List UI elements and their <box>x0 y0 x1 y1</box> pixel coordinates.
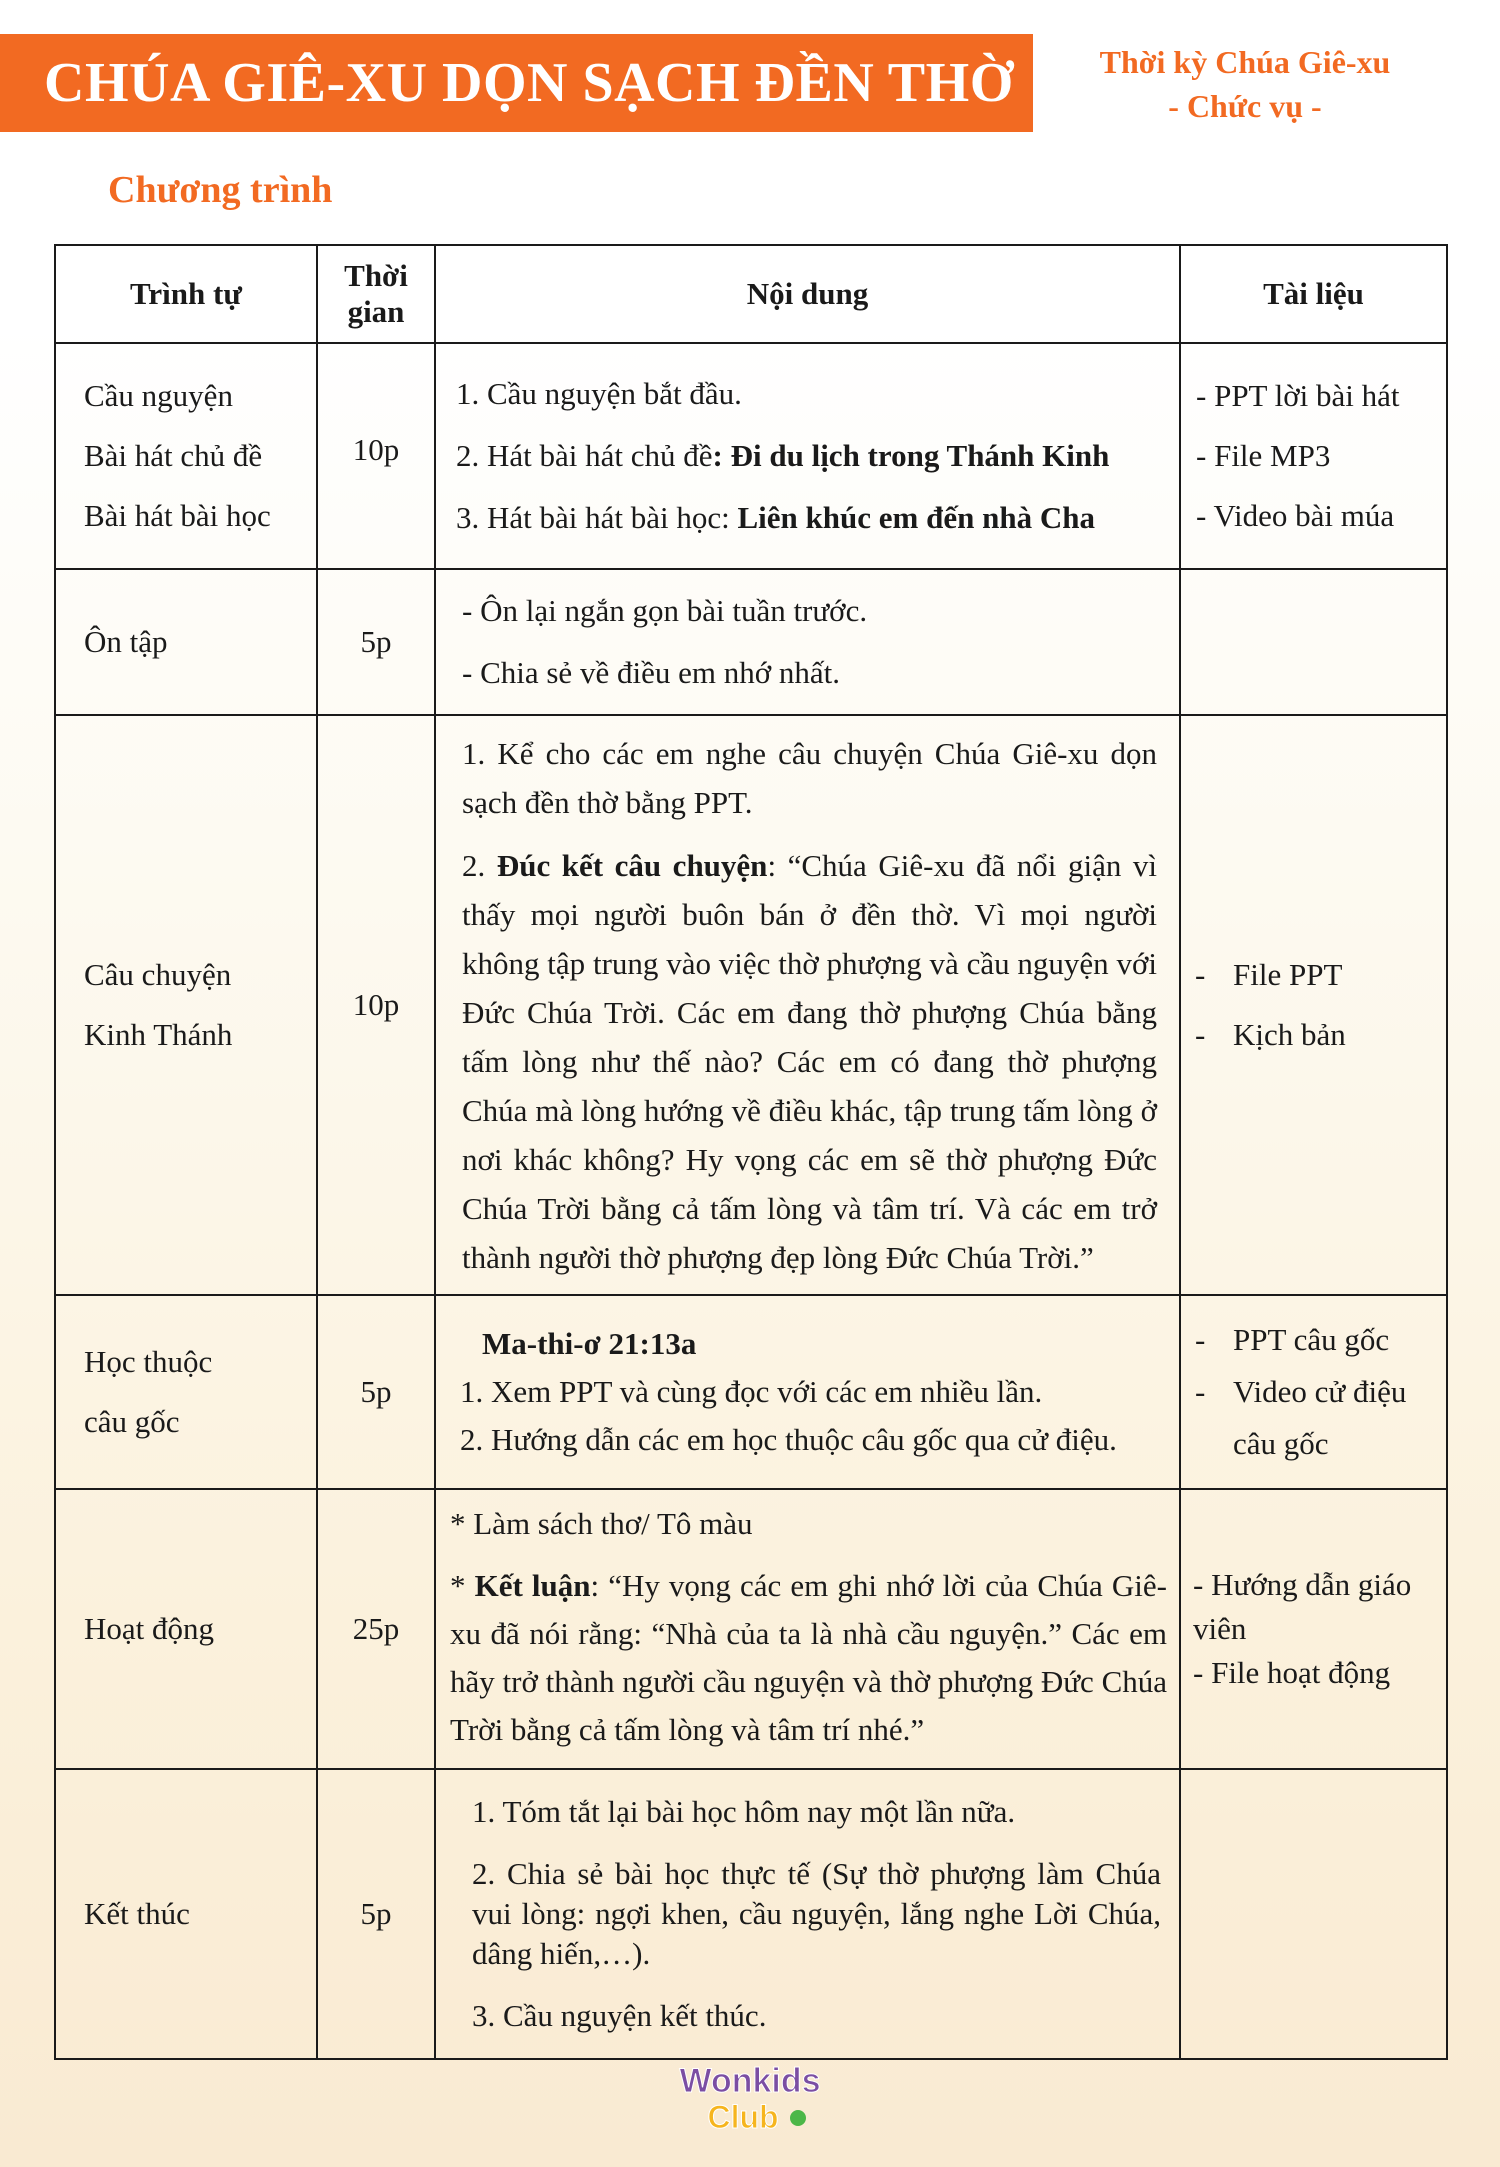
content-text: 2. <box>462 847 497 883</box>
header-time <box>317 245 435 343</box>
table-row <box>55 1295 1447 1489</box>
header-step: Trình tự <box>55 245 317 343</box>
logo-text-line-2: Club <box>707 2099 779 2135</box>
bible-verse: Ma-thi-ơ 21:13a <box>482 1326 697 1361</box>
content-line <box>456 425 1157 487</box>
step-text: Cầu nguyện <box>84 378 233 413</box>
time-cell <box>317 1489 435 1769</box>
materials-cell <box>1180 343 1447 569</box>
table-row <box>55 569 1447 715</box>
page-title: CHÚA GIÊ-XU DỌN SẠCH ĐỀN THỜ <box>0 34 1033 132</box>
program-table <box>54 244 1448 2060</box>
step-text: Bài hát chủ đề <box>84 438 263 473</box>
content-line: * Làm sách thơ/ Tô màu <box>450 1506 753 1541</box>
lesson-song-title: Liên khúc em đến nhà Cha <box>737 500 1095 535</box>
time-text: 5p <box>360 1895 392 1931</box>
theme-song-title: : Đi du lịch trong Thánh Kinh <box>712 438 1110 473</box>
step-text: Kết thúc <box>84 1895 190 1931</box>
step-cell <box>55 343 317 569</box>
material-item: - PPT câu gốc <box>1195 1314 1446 1366</box>
content-line: 1. Xem PPT và cùng đọc với các em nhiều lần. <box>460 1374 1043 1409</box>
period-line-1: Thời kỳ Chúa Giê-xu <box>1099 44 1391 80</box>
content-line: 1. Tóm tắt lại bài học hôm nay một lần nữa. <box>472 1794 1016 1829</box>
table-row <box>55 343 1447 569</box>
time-cell <box>317 1769 435 2059</box>
material-text: Kịch bản <box>1233 1017 1346 1052</box>
logo-text-line-1: Wonkids <box>679 2062 821 2100</box>
step-text: câu gốc <box>84 1404 180 1439</box>
material-text: File PPT <box>1233 957 1343 992</box>
period-label <box>1075 40 1415 128</box>
header-time-line-2: gian <box>347 294 405 329</box>
step-text: Ôn tập <box>84 623 168 659</box>
summary-text: : “Chúa Giê-xu đã nổi giận vì thấy mọi người buôn bán ở đền thờ. Vì mọi người không tập trung vào việc thờ phượng và cầu nguyện với Đức Chúa Trời. Các em đang thờ phượng Chúa bằng tấm lòng như thế nào? Các em có đang thờ phượng Chúa mà lòng hướng về điều khác, tập trung tấm lòng ở nơi khác không? Hy vọng các em sẽ thờ phượng Đức Chúa Trời bằng cả tấm lòng và tâm trí. Và các em trở thành người thờ phượng đẹp lòng Đức Chúa Trời.” <box>462 847 1158 1275</box>
step-cell <box>55 1769 317 2059</box>
period-line-2: - Chức vụ - <box>1168 88 1322 124</box>
material-item: - Kịch bản <box>1195 1005 1446 1065</box>
time-text: 10p <box>352 986 400 1022</box>
step-text: Câu chuyện <box>84 957 232 992</box>
step-cell <box>55 569 317 715</box>
content-line <box>456 487 1157 549</box>
step-text: Bài hát bài học <box>84 498 271 533</box>
content-cell <box>435 1769 1180 2059</box>
materials-cell <box>1180 1489 1447 1769</box>
content-cell <box>435 715 1180 1295</box>
material-item: - File PPT <box>1195 945 1446 1005</box>
time-text: 10p <box>352 432 400 467</box>
material-text: PPT câu gốc <box>1233 1322 1390 1357</box>
time-text: 25p <box>352 1610 400 1646</box>
section-title: Chương trình <box>108 169 333 211</box>
wonkids-club-logo <box>673 2056 827 2138</box>
materials-cell <box>1180 1769 1447 2059</box>
header-content: Nội dung <box>435 245 1180 343</box>
table-row <box>55 1489 1447 1769</box>
table-row <box>55 715 1447 1295</box>
content-cell <box>435 569 1180 715</box>
step-cell <box>55 1489 317 1769</box>
material-item: - File hoạt động <box>1193 1655 1391 1690</box>
content-text: 3. Hát bài hát bài học: <box>456 500 738 535</box>
material-item: - Hướng dẫn giáo viên <box>1193 1567 1412 1646</box>
time-cell <box>317 343 435 569</box>
content-cell <box>435 343 1180 569</box>
materials-cell <box>1180 569 1447 715</box>
time-cell <box>317 1295 435 1489</box>
material-item: - Video bài múa <box>1196 498 1395 533</box>
content-line: 2. Hướng dẫn các em học thuộc câu gốc qua cử điệu. <box>460 1422 1117 1457</box>
content-paragraph <box>450 1562 1167 1754</box>
materials-cell <box>1180 715 1447 1295</box>
conclusion-label: Kết luận <box>474 1568 591 1603</box>
content-paragraph: 1. Kể cho các em nghe câu chuyện Chúa Giê-xu dọn sạch đền thờ bằng PPT. <box>462 735 1157 820</box>
material-item: - Video cử điệu câu gốc <box>1195 1366 1446 1470</box>
summary-label: Đúc kết câu chuyện <box>496 847 768 883</box>
time-cell <box>317 569 435 715</box>
material-item: - File MP3 <box>1196 438 1331 473</box>
step-text: Hoạt động <box>84 1610 215 1646</box>
content-line: 3. Cầu nguyện kết thúc. <box>472 1998 767 2033</box>
content-line: - Chia sẻ về điều em nhớ nhất. <box>462 655 840 690</box>
content-text: 2. Hát bài hát chủ đề <box>456 438 713 473</box>
content-cell <box>435 1295 1180 1489</box>
material-text: Video cử điệu câu gốc <box>1233 1374 1407 1461</box>
content-cell <box>435 1489 1180 1769</box>
header-materials: Tài liệu <box>1180 245 1447 343</box>
header-time-line-1: Thời <box>344 258 408 294</box>
logo-dot-icon <box>790 2110 806 2126</box>
step-text: Học thuộc <box>84 1344 213 1379</box>
content-paragraph <box>462 841 1157 1282</box>
material-item: - PPT lời bài hát <box>1196 378 1400 413</box>
table-row <box>55 1769 1447 2059</box>
step-cell <box>55 715 317 1295</box>
step-text: Kinh Thánh <box>84 1017 233 1052</box>
materials-cell <box>1180 1295 1447 1489</box>
conclusion-text: : “Hy vọng các em ghi nhớ lời của Chúa Giê-xu đã nói rằng: “Nhà của ta là nhà cầu nguyện.” Các em hãy trở thành người cầu nguyện và thờ phượng Đức Chúa Trời bằng cả tấm lòng và tâm trí nhé.” <box>450 1568 1167 1747</box>
step-cell <box>55 1295 317 1489</box>
time-text: 5p <box>360 1373 392 1409</box>
time-cell <box>317 715 435 1295</box>
content-text: * <box>450 1568 475 1603</box>
content-line: 1. Cầu nguyện bắt đầu. <box>456 376 742 411</box>
content-line: - Ôn lại ngắn gọn bài tuần trước. <box>462 593 868 628</box>
time-text: 5p <box>360 623 392 659</box>
content-paragraph: 2. Chia sẻ bài học thực tế (Sự thờ phượng làm Chúa vui lòng: ngợi khen, cầu nguyện, lắng nghe Lời Chúa, dâng hiến,…). <box>472 1856 1161 1971</box>
table-header-row <box>55 245 1447 343</box>
